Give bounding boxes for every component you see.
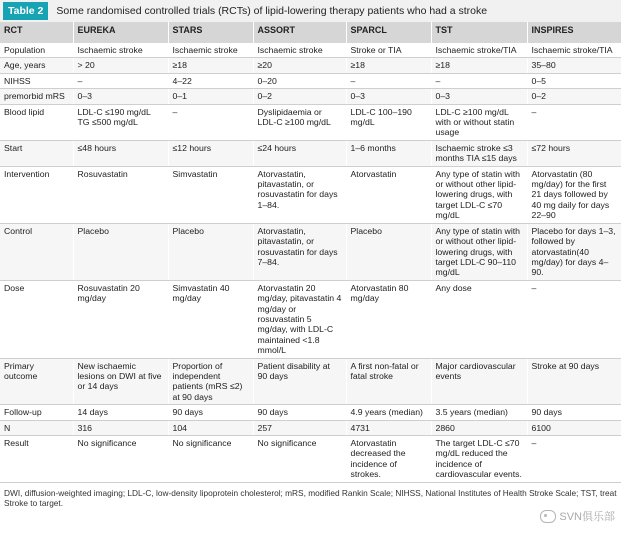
table-row <box>0 89 621 104</box>
row-label: Primary outcome <box>0 358 73 405</box>
table-cell: 316 <box>73 420 168 435</box>
table-cell: Proportion of independent patients (mRS ≤2) at 90 days <box>168 358 253 405</box>
table-cell: 14 days <box>73 405 168 420</box>
table-cell: Placebo <box>346 223 431 280</box>
column-header: STARS <box>168 22 253 43</box>
table-cell: 4.9 years (median) <box>346 405 431 420</box>
table-cell: The target LDL-C ≤70 mg/dL reduced the incidence of cardiovascular events. <box>431 436 527 483</box>
row-label: premorbid mRS <box>0 89 73 104</box>
row-label: Dose <box>0 280 73 358</box>
table-cell: 0–3 <box>73 89 168 104</box>
table-cell: Any type of statin with or without other lipid-lowering drugs, with target LDL-C 90–110 mg/dL <box>431 223 527 280</box>
row-label: Population <box>0 43 73 58</box>
table-cell: Simvastatin 40 mg/day <box>168 280 253 358</box>
row-label: Control <box>0 223 73 280</box>
table-cell: Rosuvastatin 20 mg/day <box>73 280 168 358</box>
table-cell: Placebo <box>168 223 253 280</box>
table-cell: – <box>527 104 621 140</box>
table-cell: 1–6 months <box>346 140 431 166</box>
table-cell: New ischaemic lesions on DWI at five or 14 days <box>73 358 168 405</box>
row-label: Result <box>0 436 73 483</box>
table-cell: Atorvastatin, pitavastatin, or rosuvastatin for days 1–84. <box>253 166 346 223</box>
table-cell: 90 days <box>253 405 346 420</box>
table-cell: 35–80 <box>527 58 621 73</box>
header-row <box>0 22 621 43</box>
table-cell: Ischaemic stroke/TIA <box>527 43 621 58</box>
column-header: TST <box>431 22 527 43</box>
table-cell: ≥18 <box>168 58 253 73</box>
column-header: INSPIRES <box>527 22 621 43</box>
table-cell: 0–2 <box>527 89 621 104</box>
table-row <box>0 58 621 73</box>
table-row <box>0 420 621 435</box>
table-cell: Atorvastatin decreased the incidence of strokes. <box>346 436 431 483</box>
table-cell: Atorvastatin (80 mg/day) for the first 21 days followed by 40 mg daily for days 22–90 <box>527 166 621 223</box>
table-cell: Atorvastatin <box>346 166 431 223</box>
table-cell: Ischaemic stroke/TIA <box>431 43 527 58</box>
row-label: N <box>0 420 73 435</box>
table-cell: 0–3 <box>346 89 431 104</box>
watermark-text: SVN俱乐部 <box>559 511 615 523</box>
table-cell: LDL-C ≥100 mg/dL with or without statin usage <box>431 104 527 140</box>
table-title: Some randomised controlled trials (RCTs) of lipid-lowering therapy patients who had a stroke <box>56 5 488 17</box>
table-cell: 2860 <box>431 420 527 435</box>
table-row <box>0 73 621 88</box>
table-cell: Atorvastatin 20 mg/day, pitavastatin 4 mg/day or rosuvastatin 5 mg/day, with LDL-C maintained <1.8 mmol/L <box>253 280 346 358</box>
table-body <box>0 43 621 482</box>
table-cell: – <box>527 280 621 358</box>
table-cell: Atorvastatin 80 mg/day <box>346 280 431 358</box>
table-cell: Ischaemic stroke <box>168 43 253 58</box>
table-cell: Ischaemic stroke ≤3 months TIA ≤15 days <box>431 140 527 166</box>
table-row <box>0 405 621 420</box>
table-cell: Any type of statin with or without other lipid-lowering drugs, with target LDL-C ≤70 mg/dL <box>431 166 527 223</box>
table-cell: 90 days <box>527 405 621 420</box>
table-footnote: DWI, diffusion-weighted imaging; LDL-C, low-density lipoprotein cholesterol; mRS, modified Rankin Scale; NIHSS, National Institutes of Health Stroke Scale; TST, treat Stroke to target. <box>4 487 617 509</box>
table-cell: – <box>73 73 168 88</box>
table-row <box>0 43 621 58</box>
table-cell: 0–20 <box>253 73 346 88</box>
table-cell: – <box>431 73 527 88</box>
watermark <box>540 508 615 524</box>
table-cell: No significance <box>253 436 346 483</box>
table-cell: ≥20 <box>253 58 346 73</box>
table-cell: 0–1 <box>168 89 253 104</box>
table-cell: ≤72 hours <box>527 140 621 166</box>
table-cell: Simvastatin <box>168 166 253 223</box>
table-cell: No significance <box>73 436 168 483</box>
table-cell: – <box>168 104 253 140</box>
row-label: Intervention <box>0 166 73 223</box>
table-cell: 257 <box>253 420 346 435</box>
table-cell: A first non-fatal or fatal stroke <box>346 358 431 405</box>
table-cell: 0–2 <box>253 89 346 104</box>
table-cell: No significance <box>168 436 253 483</box>
table-cell: 6100 <box>527 420 621 435</box>
row-label: Age, years <box>0 58 73 73</box>
table-number-tag: Table 2 <box>3 2 48 20</box>
row-label: Start <box>0 140 73 166</box>
table-row <box>0 166 621 223</box>
table-row <box>0 223 621 280</box>
table-cell: Patient disability at 90 days <box>253 358 346 405</box>
rct-table <box>0 22 621 483</box>
table-cell: 104 <box>168 420 253 435</box>
column-header: RCT <box>0 22 73 43</box>
table-cell: ≥18 <box>346 58 431 73</box>
table-row <box>0 358 621 405</box>
column-header: EUREKA <box>73 22 168 43</box>
table-cell: ≤12 hours <box>168 140 253 166</box>
row-label: Follow-up <box>0 405 73 420</box>
row-label: NIHSS <box>0 73 73 88</box>
table-cell: LDL-C 100–190 mg/dL <box>346 104 431 140</box>
table-cell: 4731 <box>346 420 431 435</box>
table-row <box>0 280 621 358</box>
table-cell: – <box>527 436 621 483</box>
table-cell: > 20 <box>73 58 168 73</box>
table-cell: Atorvastatin, pitavastatin, or rosuvastatin for days 7–84. <box>253 223 346 280</box>
table-cell: Major cardiovascular events <box>431 358 527 405</box>
table-cell: 4–22 <box>168 73 253 88</box>
table-cell: Ischaemic stroke <box>73 43 168 58</box>
table-header <box>0 22 621 43</box>
chat-bubble-icon <box>540 510 556 523</box>
table-cell: Stroke or TIA <box>346 43 431 58</box>
table-cell: Placebo <box>73 223 168 280</box>
table-row <box>0 436 621 483</box>
table-cell: Stroke at 90 days <box>527 358 621 405</box>
table-row <box>0 104 621 140</box>
table-cell: Any dose <box>431 280 527 358</box>
table-cell: 90 days <box>168 405 253 420</box>
table-cell: – <box>346 73 431 88</box>
table-row <box>0 140 621 166</box>
table-cell: Placebo for days 1–3, followed by atorvastatin(40 mg/day) for days 4–90. <box>527 223 621 280</box>
row-label: Blood lipid <box>0 104 73 140</box>
table-cell: ≤48 hours <box>73 140 168 166</box>
table-cell: Ischaemic stroke <box>253 43 346 58</box>
table-cell: ≤24 hours <box>253 140 346 166</box>
table-cell: Dyslipidaemia or LDL-C ≥100 mg/dL <box>253 104 346 140</box>
column-header: ASSORT <box>253 22 346 43</box>
column-header: SPARCL <box>346 22 431 43</box>
table-cell: ≥18 <box>431 58 527 73</box>
table-caption <box>0 0 621 22</box>
table-cell: LDL-C ≤190 mg/dL TG ≤500 mg/dL <box>73 104 168 140</box>
table-cell: 3.5 years (median) <box>431 405 527 420</box>
table-cell: Rosuvastatin <box>73 166 168 223</box>
table-cell: 0–3 <box>431 89 527 104</box>
table-cell: 0–5 <box>527 73 621 88</box>
